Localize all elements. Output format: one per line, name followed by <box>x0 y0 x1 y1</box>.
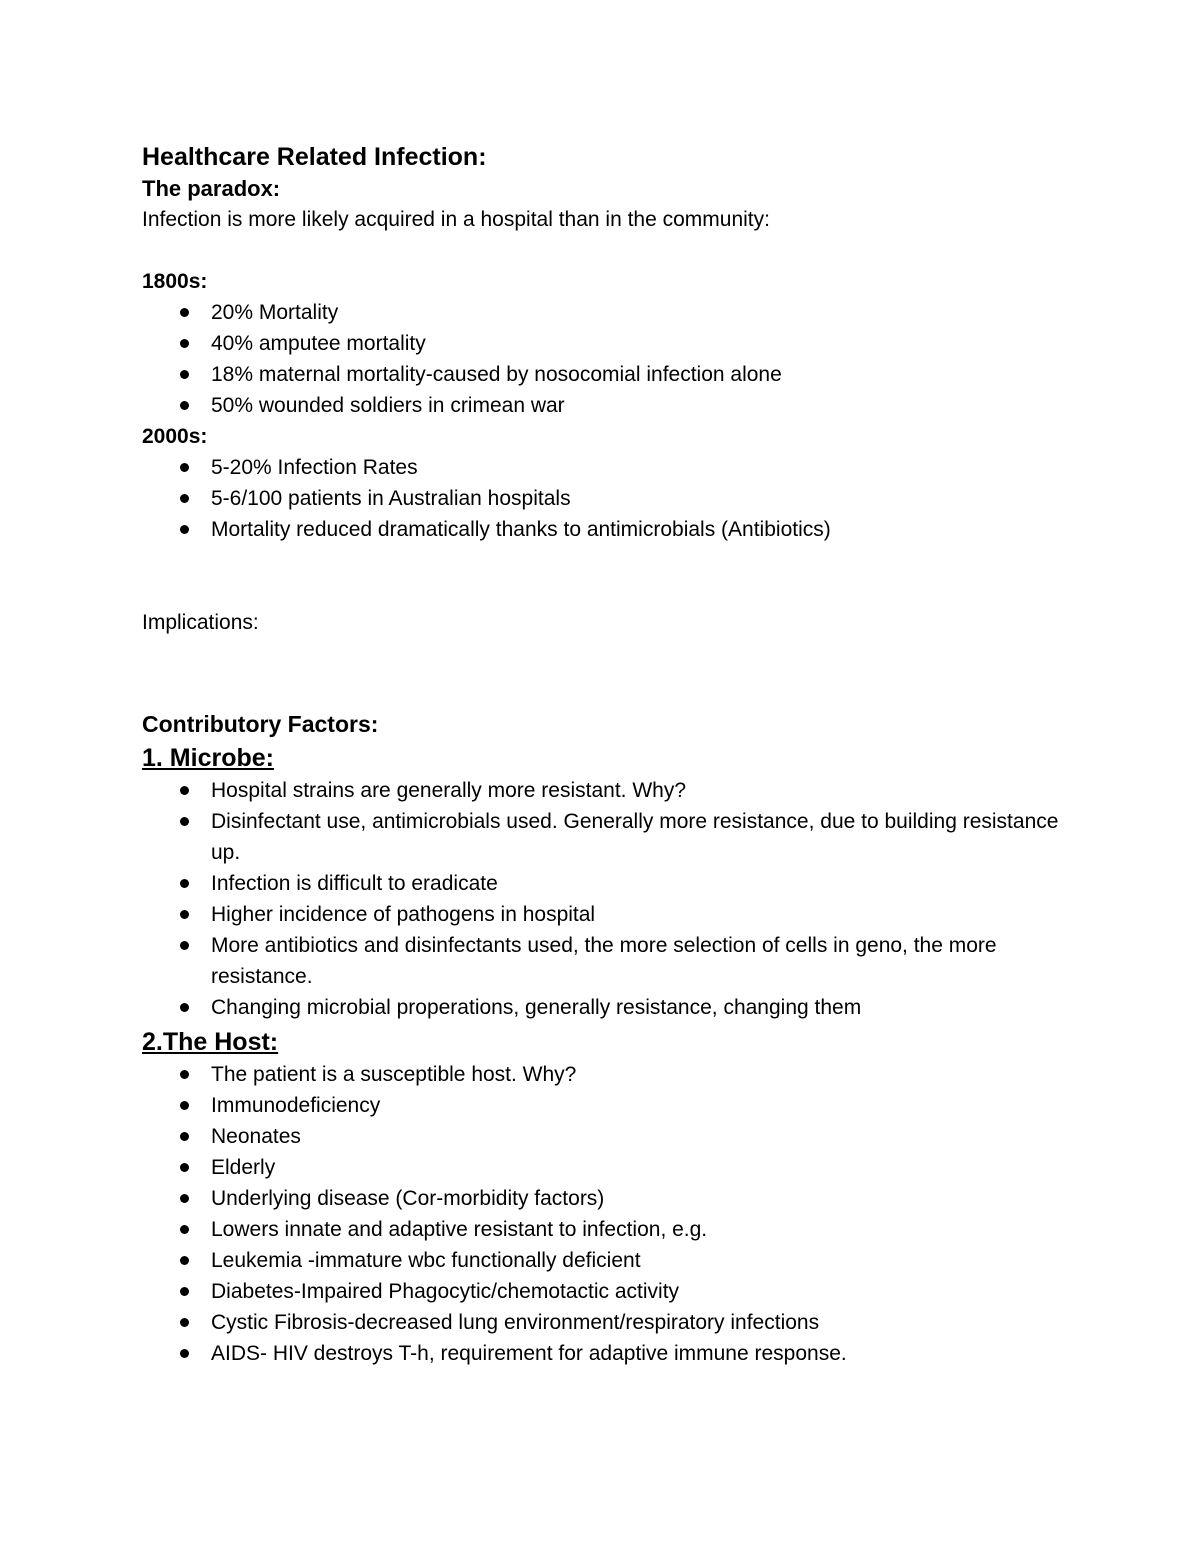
list-item <box>142 930 1062 992</box>
era-1800s-list <box>142 297 1062 421</box>
list-item <box>142 514 1062 545</box>
bullet-icon <box>180 1070 189 1079</box>
list-item-text: 5-20% Infection Rates <box>211 456 418 479</box>
list-item-text: The patient is a susceptible host. Why? <box>211 1063 577 1086</box>
list-item-text: Disinfectant use, antimicrobials used. Generally more resistance, due to building resistance up. <box>211 810 1059 864</box>
list-item-text: AIDS- HIV destroys T-h, requirement for adaptive immune response. <box>211 1342 847 1365</box>
list-item <box>142 806 1062 868</box>
list-item <box>142 775 1062 806</box>
list-item-text: Immunodeficiency <box>211 1094 381 1117</box>
bullet-icon <box>180 308 189 317</box>
list-item <box>142 328 1062 359</box>
list-item <box>142 1183 1062 1214</box>
spacer <box>142 700 1062 708</box>
bullet-icon <box>180 463 189 472</box>
list-item <box>142 359 1062 390</box>
list-item <box>142 1338 1062 1369</box>
list-item <box>142 1059 1062 1090</box>
list-item-text: 20% Mortality <box>211 301 339 324</box>
bullet-icon <box>180 1256 189 1265</box>
list-item <box>142 1307 1062 1338</box>
list-item <box>142 868 1062 899</box>
list-item <box>142 1121 1062 1152</box>
list-item <box>142 452 1062 483</box>
bullet-icon <box>180 817 189 826</box>
list-item-text: More antibiotics and disinfectants used, the more selection of cells in geno, the more resistance. <box>211 934 997 988</box>
list-item-text: 5-6/100 patients in Australian hospitals <box>211 487 571 510</box>
bullet-icon <box>180 1318 189 1327</box>
list-item <box>142 483 1062 514</box>
list-item-text: Changing microbial properations, generally resistance, changing them <box>211 996 862 1019</box>
bullet-icon <box>180 525 189 534</box>
list-item-text: 18% maternal mortality-caused by nosocomial infection alone <box>211 363 782 386</box>
document-title: Healthcare Related Infection: <box>142 143 487 171</box>
list-item-text: 40% amputee mortality <box>211 332 426 355</box>
bullet-icon <box>180 1287 189 1296</box>
host-heading: 2.The Host: <box>142 1028 279 1056</box>
list-item-text: Diabetes-Impaired Phagocytic/chemotactic activity <box>211 1280 680 1303</box>
list-item-text: Hospital strains are generally more resistant. Why? <box>211 779 687 802</box>
microbe-list <box>142 775 1062 1023</box>
list-item-text: Elderly <box>211 1156 276 1179</box>
bullet-icon <box>180 1225 189 1234</box>
era-1800s-heading: 1800s: <box>142 270 208 293</box>
list-item-text: Lowers innate and adaptive resistant to infection, e.g. <box>211 1218 708 1241</box>
list-item <box>142 297 1062 328</box>
spacer <box>142 545 1062 607</box>
bullet-icon <box>180 1003 189 1012</box>
paradox-text: Infection is more likely acquired in a hospital than in the community: <box>142 208 770 231</box>
list-item <box>142 390 1062 421</box>
list-item <box>142 899 1062 930</box>
bullet-icon <box>180 1163 189 1172</box>
list-item-text: Infection is difficult to eradicate <box>211 872 498 895</box>
list-item-text: 50% wounded soldiers in crimean war <box>211 394 565 417</box>
list-item-text: Cystic Fibrosis-decreased lung environment/respiratory infections <box>211 1311 820 1334</box>
bullet-icon <box>180 1101 189 1110</box>
list-item <box>142 1152 1062 1183</box>
bullet-icon <box>180 1349 189 1358</box>
spacer <box>142 235 1062 266</box>
bullet-icon <box>180 910 189 919</box>
bullet-icon <box>180 1194 189 1203</box>
spacer <box>142 638 1062 700</box>
list-item-text: Leukemia -immature wbc functionally deficient <box>211 1249 641 1272</box>
paradox-heading: The paradox: <box>142 176 281 201</box>
document-page <box>142 141 1062 1369</box>
implications-text: Implications: <box>142 611 259 634</box>
list-item-text: Underlying disease (Cor-morbidity factors) <box>211 1187 605 1210</box>
host-list <box>142 1059 1062 1369</box>
bullet-icon <box>180 879 189 888</box>
list-item <box>142 1090 1062 1121</box>
list-item <box>142 992 1062 1023</box>
microbe-heading: 1. Microbe: <box>142 744 274 772</box>
list-item <box>142 1245 1062 1276</box>
list-item-text: Mortality reduced dramatically thanks to antimicrobials (Antibiotics) <box>211 518 831 541</box>
bullet-icon <box>180 494 189 503</box>
contributory-heading: Contributory Factors: <box>142 711 379 737</box>
bullet-icon <box>180 339 189 348</box>
list-item-text: Neonates <box>211 1125 301 1148</box>
era-2000s-list <box>142 452 1062 545</box>
bullet-icon <box>180 1132 189 1141</box>
bullet-icon <box>180 370 189 379</box>
list-item <box>142 1214 1062 1245</box>
list-item-text: Higher incidence of pathogens in hospital <box>211 903 596 926</box>
list-item <box>142 1276 1062 1307</box>
bullet-icon <box>180 941 189 950</box>
bullet-icon <box>180 401 189 410</box>
bullet-icon <box>180 786 189 795</box>
era-2000s-heading: 2000s: <box>142 425 208 448</box>
